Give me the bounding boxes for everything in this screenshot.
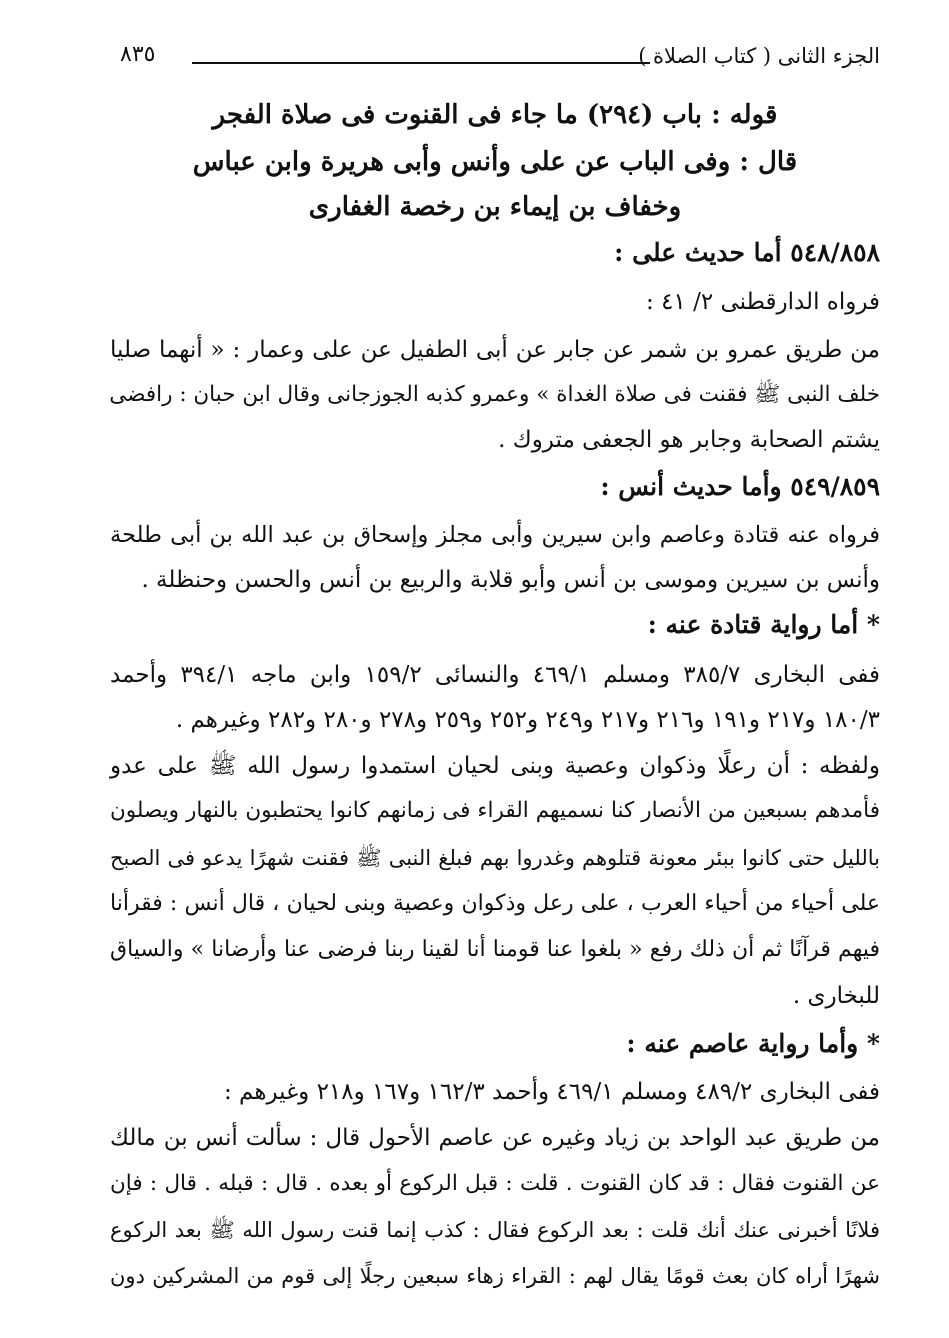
text-line: ففى البخارى ٣٨٥/٧ ومسلم ٤٦٩/١ والنسائى ١٥٩/٢ وابن ماجه ٣٩٤/١ وأحمد	[110, 662, 881, 688]
text-line: ١٨٠/٣ و٢١٧ و١٩١ و٢١٦ و٢١٧ و٢٤٩ و٢٥٢ و٢٥٩ و٢٧٨ و٢٨٠ و٢٨٢ وغيرهم .	[175, 707, 880, 733]
chapter-heading: قوله : باب (٢٩٤) ما جاء فى القنوت فى صلاة الفجر	[212, 100, 778, 130]
hadith-heading: ٥٤٨/٨٥٨ أما حديث على :	[614, 238, 880, 267]
hadith-heading: ٥٤٩/٨٥٩ وأما حديث أنس :	[600, 472, 880, 501]
text-line: من طريق عبد الواحد بن زياد وغيره عن عاصم الأحول قال : سألت أنس بن مالك	[110, 1125, 880, 1151]
text-line: من طريق عمرو بن شمر عن جابر عن أبى الطفيل عن على وعمار : « أنهما صليا	[110, 337, 880, 363]
text-line: للبخارى .	[792, 983, 880, 1009]
text-line: ففى البخارى ٤٨٩/٢ ومسلم ٤٦٩/١ وأحمد ١٦٢/٣ و١٦٧ و٢١٨ وغيرهم :	[223, 1079, 880, 1105]
chapter-subheading: قال : وفى الباب عن على وأنس وأبى هريرة وابن عباس	[192, 147, 798, 177]
text-line: خلف النبى ﷺ فقنت فى صلاة الغداة » وعمرو كذبه الجوزجانى وقال ابن حبان : رافضى	[109, 382, 880, 407]
page-number: ٨٣٥	[120, 42, 156, 67]
text-line: وأنس بن سيرين وموسى بن أنس وأبو قلابة والربيع بن أنس والحسن وحنظلة .	[141, 567, 880, 593]
running-title: الجزء الثانى ( كتاب الصلاة )	[638, 44, 880, 68]
text-line: يشتم الصحابة وجابر هو الجعفى متروك .	[498, 427, 880, 453]
text-line: عن القنوت فقال : قد كان القنوت . قلت : قبل الركوع أو بعده . قال : قبله . قال : فإن	[110, 1171, 880, 1196]
text-line: بالليل حتى كانوا ببئر معونة قتلوهم وغدروا بهم فبلغ النبى ﷺ فقنت شهرًا يدعو فى الصبح	[110, 846, 880, 870]
text-line: فلانًا أخبرنى عنك أنك قلت : بعد الركوع فقال : كذب إنما قنت رسول الله ﷺ بعد الركوع	[110, 1218, 880, 1242]
text-line: فأمدهم بسبعين من الأنصار كنا نسميهم القراء فى زمانهم كانوا يحتطبون بالنهار ويصلون	[110, 798, 880, 823]
text-line: فيهم قرآنًا ثم أن ذلك رفع « بلغوا عنا قومنا أنا لقينا ربنا فرضى عنا وأرضانا » والسياق	[110, 937, 880, 962]
section-heading: * وأما رواية عاصم عنه :	[626, 1029, 880, 1058]
page-header	[100, 40, 880, 80]
text-line: على أحياء من أحياء العرب ، على رعل وذكوان وعصية وبنى لحيان ، قال أنس : فقرأنا	[110, 891, 880, 916]
text-line: شهرًا أراه كان بعث قومًا يقال لهم : القراء زهاء سبعين رجلًا إلى قوم من المشركين دون	[110, 1264, 880, 1288]
text-line: ولفظه : أن رعلًا وذكوان وعصية وبنى لحيان استمدوا رسول الله ﷺ على عدو	[110, 753, 880, 779]
section-heading: * أما رواية قتادة عنه :	[647, 610, 880, 639]
text-line: فرواه عنه قتادة وعاصم وابن سيرين وأبى مجلز وإسحاق بن عبد الله بن أبى طلحة	[110, 522, 880, 548]
chapter-subheading: وخفاف بن إيماء بن رخصة الغفارى	[308, 192, 682, 222]
header-rule	[192, 62, 650, 64]
text-line: فرواه الدارقطنى ٢/ ٤١ :	[646, 289, 880, 315]
